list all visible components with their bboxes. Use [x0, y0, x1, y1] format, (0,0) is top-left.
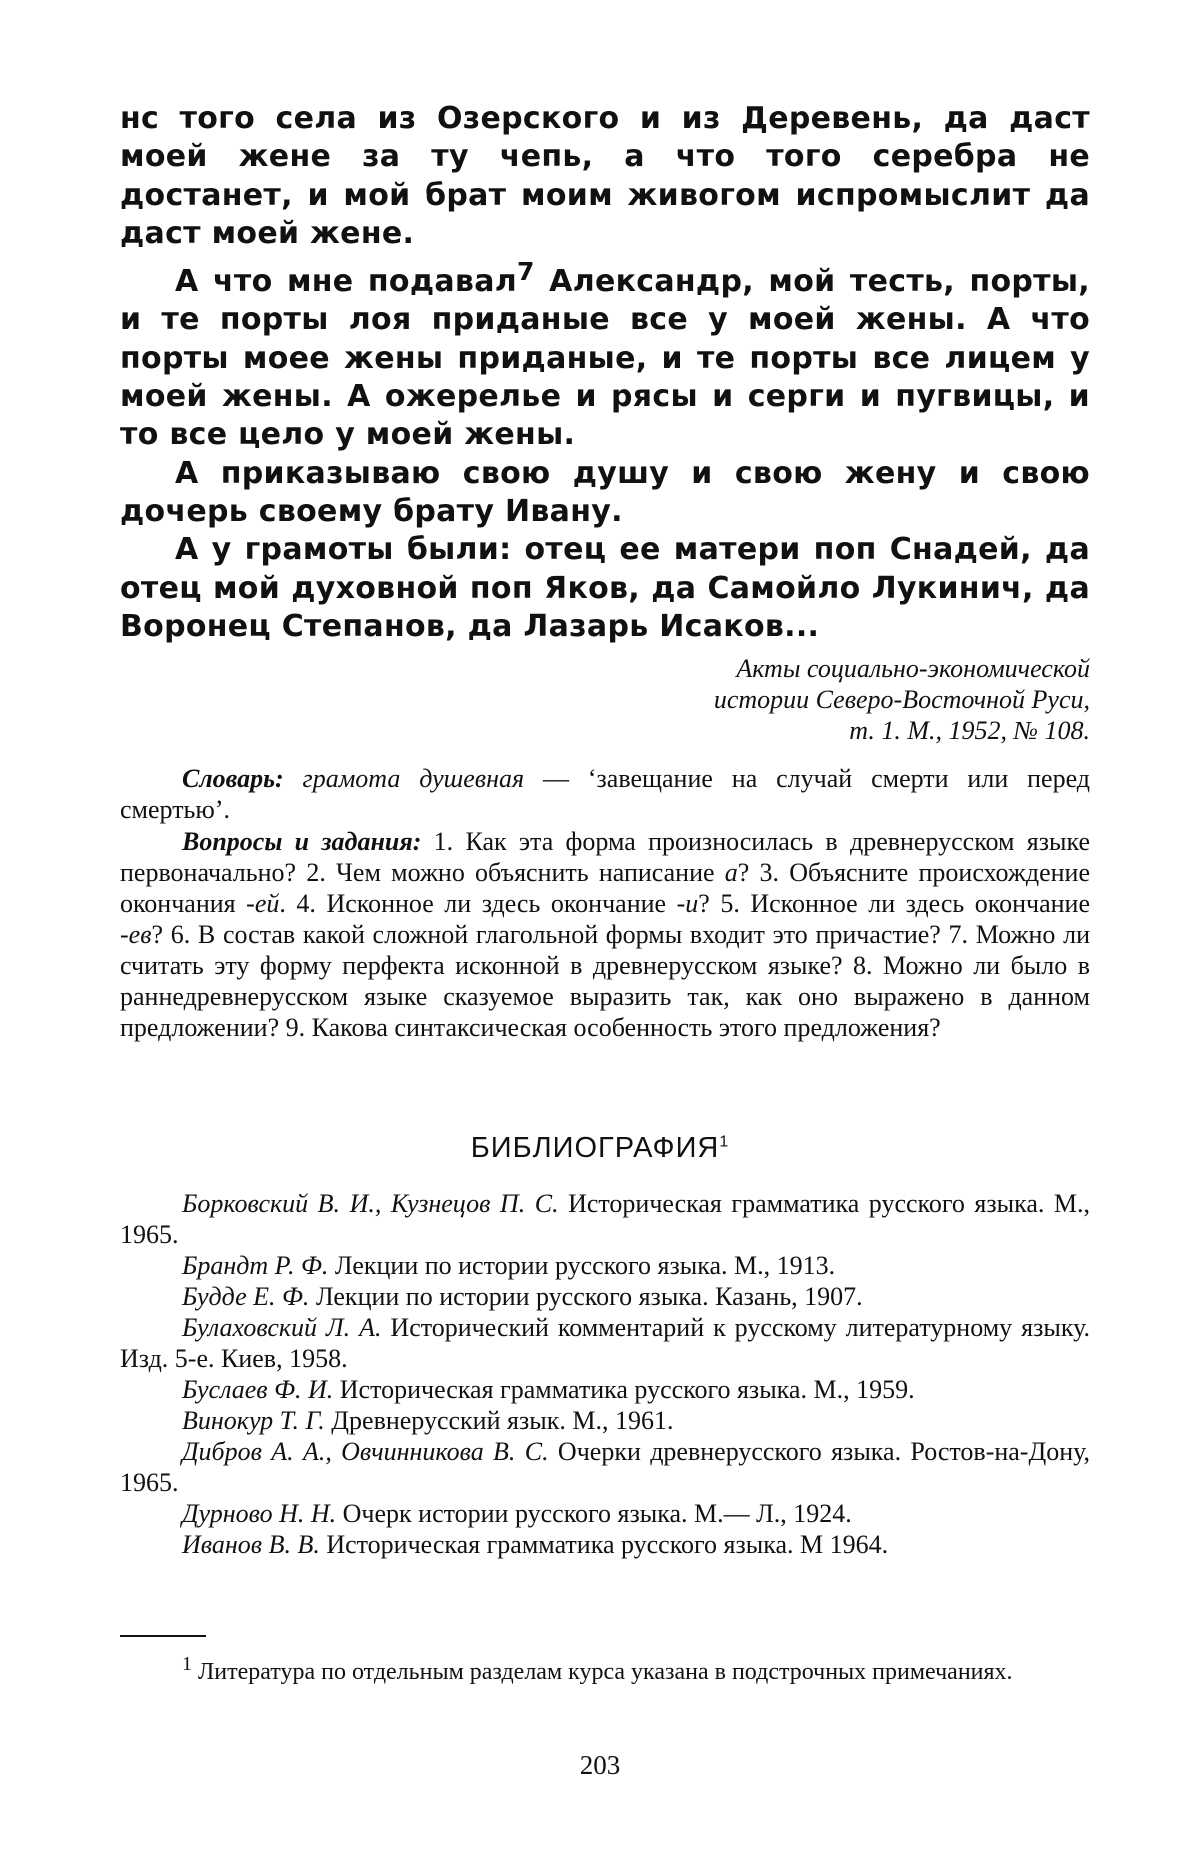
source-line-2: истории Северо-Восточной Руси, [713, 685, 1090, 714]
bibliography-footnote-ref: 1 [719, 1133, 730, 1151]
old-text-paragraph-3: А приказываю свою душу и свою жену и свою дочерь своему брату Ивану. [120, 455, 1090, 529]
questions-label: Вопросы и задания: [182, 827, 422, 856]
source-line-1: Акты социально-экономической [736, 654, 1090, 683]
vocabulary-block [120, 763, 1090, 825]
entry-authors: Борковский В. И., Кузнецов П. С. [182, 1189, 559, 1218]
questions-paragraph [120, 826, 1090, 1043]
bibliography-entry [120, 1436, 1090, 1498]
source-line-3: т. 1. М., 1952, № 108. [849, 716, 1090, 745]
footnote-marker: 1 [182, 1653, 192, 1675]
questions-text-2: ? 3. Объясните происхождение окончания [120, 858, 1091, 918]
entry-details: Очерки древнерусского языка. Ростов-на-Дону, 1965. [120, 1437, 1091, 1497]
vocabulary-paragraph [120, 763, 1090, 825]
bibliography-title: БИБЛИОГРАФИЯ [470, 1132, 720, 1164]
footnote-divider [120, 1635, 206, 1637]
vocabulary-label: Словарь: [182, 764, 284, 793]
vocabulary-definition: — ‘завещание на случай смерти или перед смертью’. [120, 764, 1090, 824]
old-text-paragraph-1: нс того села из Озерского и из Деревень, да даст моей жене за ту чепь, а что того серебра не достанет, и мой брат моим живогом испромыслит да даст моей жене. [120, 101, 1090, 251]
bibliography-entry [120, 1529, 1090, 1560]
entry-authors: Винокур Т. Г. [182, 1406, 325, 1435]
footnote-text: Литература по отдельным разделам курса указана в подстрочных примечаниях. [192, 1659, 1013, 1685]
old-text-paragraph-2 [120, 253, 1090, 454]
entry-details: Исторический комментарий к русскому литературному языку. Изд. 5-е. Киев, 1958. [120, 1313, 1090, 1373]
old-text-p2-start: А что мне подавал [175, 264, 518, 300]
questions-italic-2: -ей [246, 889, 280, 918]
footnote-ref-7: 7 [517, 257, 535, 287]
questions-text-5: ? 6. В состав какой сложной глагольной формы входит это причастие? 7. Можно ли считать эту форму перфекта исконной в древнерусском языке? 8. Можно ли было в раннедревнерусском языке сказуемое выразить так, как оно выражено в данном предложении? 9. Какова синтаксическая особенность этого предложения? [120, 920, 1090, 1042]
entry-authors: Будде Е. Ф. [182, 1282, 310, 1311]
entry-details: Историческая грамматика русского языка. М 1964. [319, 1530, 889, 1559]
bibliography-list [120, 1188, 1090, 1560]
bibliography-entry [120, 1312, 1090, 1374]
entry-authors: Буслаев Ф. И. [182, 1375, 334, 1404]
questions-text-3: . 4. Исконное ли здесь окончание [279, 889, 677, 918]
source-citation [570, 653, 1090, 746]
entry-authors: Дурново Н. Н. [182, 1499, 337, 1528]
entry-authors: Иванов В. В. [182, 1530, 320, 1559]
bibliography-entry [120, 1405, 1090, 1436]
entry-authors: Брандт Р. Ф. [182, 1251, 329, 1280]
footnote [120, 1650, 1090, 1687]
vocabulary-term: грамота душевная [283, 764, 525, 793]
bibliography-entry [120, 1374, 1090, 1405]
old-russian-text [120, 100, 1090, 646]
questions-block [120, 826, 1090, 1043]
old-text-paragraph-4: А у грамоты были: отец ее матери поп Снадей, да отец мой духовной поп Яков, да Самойло Лукинич, да Воронец Степанов, да Лазарь Исаков... [120, 532, 1090, 644]
questions-text-4: ? 5. Исконное ли здесь окончание [698, 889, 1090, 918]
entry-details: Историческая грамматика русского языка. М., 1959. [333, 1375, 915, 1404]
bibliography-entry [120, 1498, 1090, 1529]
old-text-p2-rest: Александр, мой тесть, порты, и те порты лоя приданые все у моей жены. А что порты моее жены приданые, и те порты все лицем у моей жены. А ожерелье и рясы и серги и пугвицы, и то все цело у моей жены. [120, 264, 1090, 453]
questions-italic-3: -и [676, 889, 699, 918]
bibliography-heading [0, 1132, 1200, 1165]
page-number: 203 [579, 1750, 621, 1780]
entry-details: Лекции по истории русского языка. М., 1913. [328, 1251, 836, 1280]
entry-authors: Дибров А. А., Овчинникова В. С. [182, 1437, 549, 1466]
bibliography-entry [120, 1250, 1090, 1281]
entry-details: Лекции по истории русского языка. Казань, 1907. [309, 1282, 863, 1311]
questions-italic-1: а [724, 858, 738, 887]
questions-text-1: 1. Как эта форма произносилась в древнерусском языке первоначально? 2. Чем можно объяснить написание [120, 827, 1090, 887]
entry-authors: Булаховский Л. А. [182, 1313, 382, 1342]
entry-details: Очерк истории русского языка. М.— Л., 1924. [336, 1499, 852, 1528]
bibliography-entry [120, 1188, 1090, 1250]
bibliography-entry [120, 1281, 1090, 1312]
questions-italic-4: -ев [120, 920, 152, 949]
entry-details: Древнерусский язык. М., 1961. [324, 1406, 674, 1435]
entry-details: Историческая грамматика русского языка. М., 1965. [120, 1189, 1090, 1249]
